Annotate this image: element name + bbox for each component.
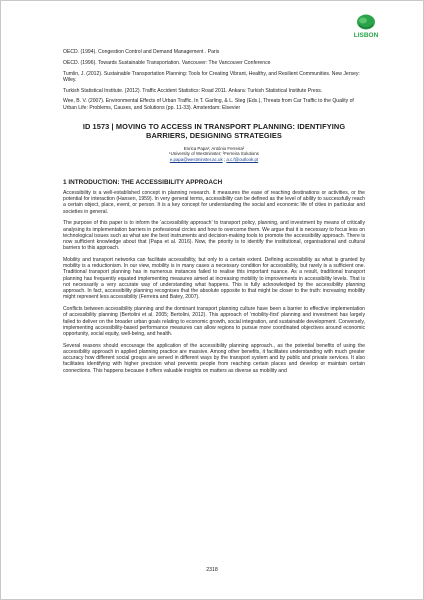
paper-affiliations: ¹University of Westminster; ²Ferreira Solutions xyxy=(169,151,259,157)
body-paragraph: Accessibility is a well-established concept in planning research. It measures the ease of reaching destinations or activities, or the potential for interaction (Hansen, 1959). In very general terms, accessibility can be defined as the level of ability to successfully reach a certain object, place, event, or person. It is a key concept for understanding the social and economic life of cities in particular and societies in general. xyxy=(63,189,365,215)
page-number: 2318 xyxy=(206,567,218,573)
reference-item: Turkish Statistical Institute. (2012). Traffic Accident Statistics: Road 2011. Ankara: Turkish Statistical Institute Press. xyxy=(63,87,323,94)
body-paragraph: Mobility and transport networks can facilitate accessibility, but only to a certain extent. Defining accessibility as what is granted by mobility is a reductionism. In our view, mobility is in many cases a necessary condition for accessibility, but rarely is a sufficient one. Traditional transport planning has in numerous instances failed to realise this important nuance. As a result, traditional transport planning has frequently equated implementing measures aimed at increasing mobility to improvements in accessibility levels. That is not necessarily a very accurate way of understanding what happens. This is fully acknowledged by the accessibility planning approach. In fact, accessibility planning recognises that the absolute opposite to that might be closer to the truth: increasing mobility might represent less accessibility (Ferreira and Batey, 2007). xyxy=(63,256,365,301)
paper-title-line: BARRIERS, DESIGNING STRATEGIES xyxy=(146,131,282,141)
paper-authors: Enrica Papa¹; António Ferreira² xyxy=(183,145,245,151)
conference-logo xyxy=(343,12,389,40)
body-paragraph: Conflicts between accessibility planning and the dominant transport planning culture have been a barrier to effective implementation of accessibility planning (Bertolini et al. 2005; Bertolini, 2012). This approach of ‘mobility-first’ planning and investment has largely failed to deliver on the broader urban goals relating to economic growth, social integration, and sustainable development. Conversely, implementing accessibility-based performance measures can allow regions to pursue more coordinated objectives around economic opportunity, social equity, well-being, and health. xyxy=(63,306,365,338)
paper-title-line: ID 1573 | MOVING TO ACCESS IN TRANSPORT PLANNING: IDENTIFYING xyxy=(82,121,346,131)
wctr-conference-logo-icon xyxy=(343,12,389,40)
author-email-link[interactable]: e.papa@westminster.ac.uk xyxy=(169,156,223,162)
page-content xyxy=(63,49,365,379)
body-paragraph: Several reasons should encourage the application of the accessibility planning approach., as the potential benefits of using the accessibility approach in applied planning practice are massive. Among other benefits, it facilitates understanding with much greater accuracy how different social groups are served in different ways by the transport system and by public and private services. It also facilitates identifying with higher precision what prevents people from reaching certain places and develop or maintain certain connections. This happens because it offers valuable insights on matters as diverse as mobility and xyxy=(63,342,365,374)
author-emails xyxy=(63,157,365,162)
reference-item: OECD. (1996). Towards Sustainable Transportation. Vancouver: The Vancouver Conference xyxy=(63,59,271,66)
reference-item: Wee, B. V. (2007). Environmental Effects of Urban Traffic. In T. Garling, & L. Steg (Eds.), Threats from Car Traffic to the Quality of Urban Life: Problems, Causes, and Solutions (pp. 11-33). Amsterdam: Elsevier xyxy=(63,98,354,111)
author-email-link[interactable]: a.c.f@outlook.pt xyxy=(226,156,259,162)
reference-item: Tumlin, J. (2012). Sustainable Transportation Planning: Tools for Creating Vibrant, Healthy, and Resilient Communities. New Jersey: Wiley. xyxy=(63,70,360,83)
email-separator: ; xyxy=(222,156,227,162)
references-list xyxy=(63,49,365,111)
reference-item: OECD. (1994). Congestion Control and Demand Management . Paris xyxy=(63,49,220,55)
paper-title xyxy=(63,122,365,141)
section-heading: 1 INTRODUCTION: THE ACCESSIBILITY APPROACH xyxy=(63,178,223,186)
body-paragraph: The purpose of this paper is to inform the ‘accessibility approach’ to transport policy, planning, and investment by means of critically analysing its implementation barriers in professional circles and how to overcome them. We argue that it is necessary to focus less on technological issues such as what are the best instruments and decision-making tools to promote the accessibility approach. There is now sufficient knowledge about that (Papa et al. 2016). Now, the priority is to identify the institutional, organisational and cultural barriers to this approach. xyxy=(63,220,365,252)
logo-text: LISBON xyxy=(353,32,379,39)
